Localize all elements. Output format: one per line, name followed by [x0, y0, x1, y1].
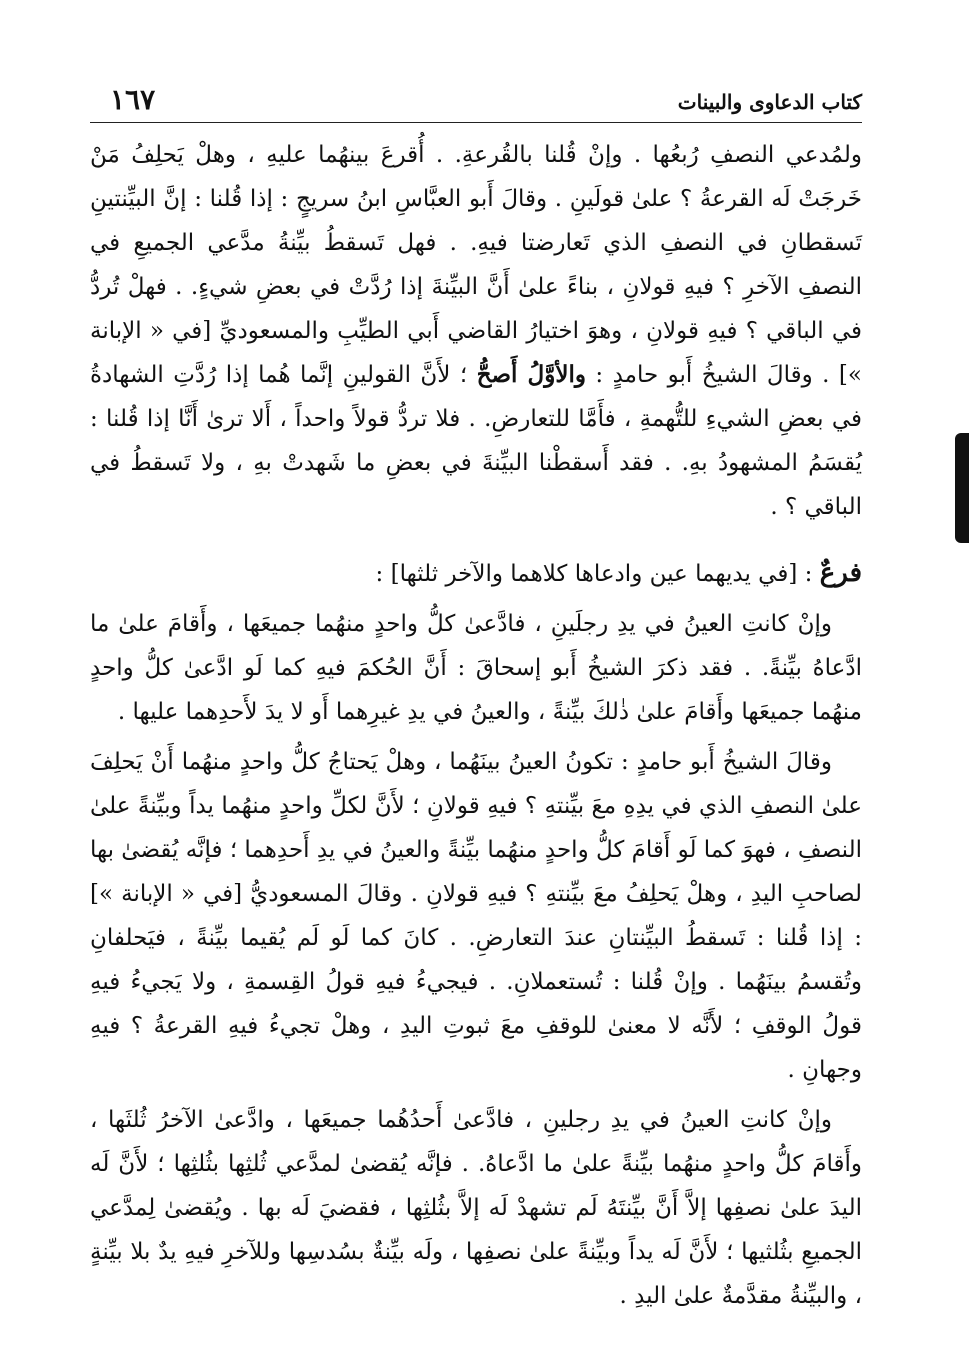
book-title: كتاب الدعاوى والبينات	[677, 90, 862, 114]
section-title: : [في يديهما عين وادعاها كلاهما والآخر ثلثها] :	[375, 561, 820, 587]
page-body	[90, 80, 862, 1318]
paragraph-2: وإنْ كانتِ العينُ في يدِ رجلَينِ ، فادَّعىٰ كلُّ واحدٍ منهُما جميعَها ، وأَقامَ علىٰ ما ادَّعاهُ بيِّنةً. . فقد ذكرَ الشيخُ أَبو إسحاقَ : أَنَّ الحُكمَ فيهِ كما لَو ادَّعىٰ كلُّ واحدٍ منهُما جميعَها وأَقامَ علىٰ ذٰلكَ بيِّنةً ، والعينُ في يدِ غيرِهما أَو لا يدَ لأَحدِهما عليها .	[90, 611, 862, 725]
paragraph-1-text-a: ولمُدعي النصفِ رُبعُها . وإنْ قُلنا بالقُرعةِ. . أُقرعَ بينهُما عليهِ ، وهلْ يَحلِفُ مَنْ خَرجَتْ لَه القرعةُ ؟ علىٰ قولَينِ . وقالَ أَبو العبَّاسِ ابنُ سريجٍ : إذا قُلنا : إنَّ البيِّنتينِ تَسقطانِ في النصفِ الذي تَعارضتا فيهِ. . فهل تَسقطُ بيِّنةُ مدَّعي الجميعِ في النصفِ الآخرِ ؟ فيهِ قولانِ ، بناءً علىٰ أَنَّ البيِّنةَ إذا رُدَّتْ في بعضِ شيءٍ. . فهلْ تُردُّ في الباقي ؟ فيهِ قولانِ ، وهوَ اختيارُ القاضي أَبي الطيِّبِ والمسعوديِّ [في « الإبانة »] . وقالَ الشيخُ أَبو حامدٍ :	[90, 142, 862, 388]
section-keyword: فرعٌ	[819, 558, 862, 588]
paragraph-1-emphasis: والأوَّلُ أَصحُّ	[476, 361, 586, 388]
page-number: ١٦٧	[110, 83, 156, 116]
paragraph-1	[90, 133, 862, 529]
section-heading	[90, 551, 862, 596]
paragraph-3: وقالَ الشيخُ أَبو حامدٍ : تكونُ العينُ بينَهُما ، وهلْ يَحتاجُ كلُّ واحدٍ منهُما أَنْ يَحلِفَ علىٰ النصفِ الذي في يدِهِ معَ بيِّنتهِ ؟ فيهِ قولانِ ؛ لأَنَّ لكلِّ واحدٍ منهُما يداً وبيِّنةً علىٰ النصفِ ، فهوَ كما لَو أَقامَ كلُّ واحدٍ منهُما بيِّنةً والعينُ في يدِ أَحدِهما ؛ فإنَّه يُقضىٰ بها لصاحبِ اليدِ ، وهلْ يَحلِفُ معَ بيِّنتهِ ؟ فيهِ قولانِ . وقالَ المسعوديُّ [في « الإبانة »] : إذا قُلنا : تَسقطُ البيِّنتانِ عندَ التعارضِ. . كانَ كما لَو لَم يُقيما بيِّنةً ، فيَحلفانِ وتُقسمُ بينَهُما . وإنْ قُلنا : تُستعملانِ. . فيجيءُ فيهِ قولُ القِسمةِ ، ولا يَجيءُ فيهِ قولُ الوقفِ ؛ لأَنَّه لا معنىٰ للوقفِ معَ ثبوتِ اليدِ ، وهلْ تجيءُ فيهِ القرعةُ ؟ فيهِ وجهانِ .	[89, 749, 862, 1083]
running-header	[90, 80, 862, 123]
paragraph-1-text-b: ؛ لأَنَّ القولينِ إنَّما هُما إذا رُدَّتِ الشهادةُ في بعضِ الشيءِ للتُّهمةِ ، فأَمَّا للتعارضِ. . فلا تردُّ قولاً واحداً ، أَلا ترىٰ أَنَّا إذا قُلنا : يُقسَمُ المشهودُ بهِ. . فقد أَسقطْنا البيِّنةَ في بعضِ ما شَهدتْ بهِ ، ولا تَسقطُ في الباقي ؟ .	[90, 362, 862, 520]
page-edge-mark	[955, 433, 969, 543]
paragraph-4: وإنْ كانتِ العينُ في يدِ رجلينِ ، فادَّعىٰ أَحدُهُما جميعَها ، وادَّعىٰ الآخرُ ثُلثَها ، وأَقامَ كلُّ واحدٍ منهُما بيِّنةً علىٰ ما ادَّعاهُ. . فإنَّه يُقضىٰ لمدَّعي ثُلثِها بثُلثِها ؛ لأَنَّ لَه اليدَ علىٰ نصفِها إلاَّ أَنَّ بيِّنتَهُ لَم تشهدْ لَه إلاَّ بثُلثِها ، فقضيَ لَه بها . ويُقضىٰ لِمدَّعي الجميعِ بثُلثيها ؛ لأَنَّ لَه يداً وبيِّنةً علىٰ نصفِها ، ولَه بيِّنةٌ بسُدسِها وللآخرِ فيهِ يدٌ بلا بيِّنةٍ ، والبيِّنةُ مقدَّمةٌ علىٰ اليدِ .	[90, 1107, 862, 1309]
